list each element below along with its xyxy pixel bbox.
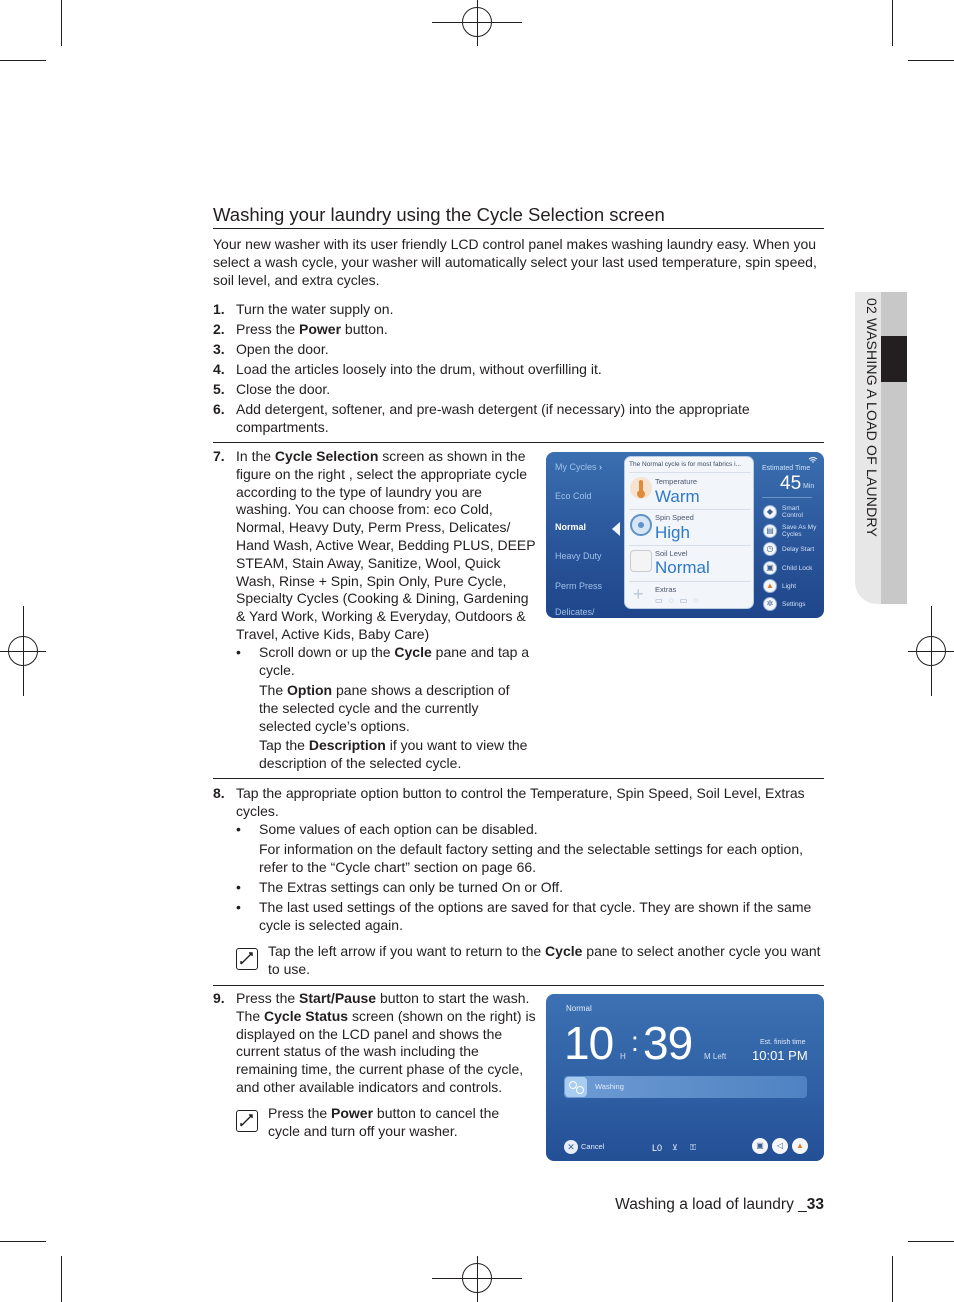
step-3: [213, 341, 824, 359]
key-icon: ⚿: [690, 1143, 697, 1152]
power-term: Power: [331, 1105, 374, 1121]
extras-label: Extras: [655, 585, 677, 594]
extras-icons[interactable]: ▭ ◌ ▭ ◌: [655, 596, 701, 605]
level-indicator: L0: [652, 1143, 663, 1153]
step-9: [213, 990, 543, 1100]
crop-mark: [0, 60, 46, 61]
lock-icon[interactable]: ▣: [752, 1138, 768, 1154]
step-text: [236, 990, 536, 1097]
option-divider: [629, 472, 751, 473]
note-text-part: Tap the: [259, 737, 309, 753]
bullet-text: The last used settings of the options are saved for that cycle. They are shown if the same cycle is selected again.: [259, 899, 812, 933]
bullet-dot: •: [236, 879, 241, 895]
option-pane-note: [259, 682, 514, 735]
step-text-part: button.: [341, 321, 388, 337]
light-icon[interactable]: ▲: [763, 579, 777, 593]
step-5: [213, 381, 824, 399]
option-term: Option: [287, 682, 333, 698]
note-text-part: The: [259, 682, 288, 698]
plus-icon: +: [633, 584, 644, 604]
bullet-text: [259, 644, 534, 680]
wifi-icon: [808, 456, 818, 464]
step-number: 8.: [213, 785, 225, 801]
description-term: Description: [308, 737, 386, 753]
cycle-chart-note: [259, 841, 824, 877]
cycle-chart-link[interactable]: Cycle chart: [335, 858, 406, 875]
step-number: 2.: [213, 321, 225, 337]
crop-mark: [908, 60, 954, 61]
step-number: 3.: [213, 341, 225, 357]
note-icon: [236, 1110, 258, 1132]
step-text: Close the door.: [236, 381, 331, 397]
divider: [762, 497, 812, 498]
child-lock-button[interactable]: Child Lock: [782, 565, 813, 572]
note-text-part: Press the: [268, 1105, 332, 1121]
step-8-bullet-1: [236, 821, 824, 839]
note-text: [268, 943, 824, 979]
registration-mark: [462, 1263, 492, 1293]
selection-pointer: [612, 522, 620, 536]
washing-phase-icon: [565, 1077, 587, 1097]
bullet-dot: •: [236, 644, 241, 660]
step-text: Open the door.: [236, 341, 329, 357]
hours-remaining: 10: [564, 1017, 614, 1069]
note-text-part: Tap the left arrow if you want to return to the: [268, 943, 546, 959]
save-icon[interactable]: ▤: [763, 524, 777, 538]
divider: [213, 442, 824, 443]
cycle-item-eco-cold[interactable]: Eco Cold: [555, 491, 592, 501]
step-4: [213, 361, 824, 379]
minutes-unit: M Left: [704, 1052, 727, 1061]
note-icon: [236, 948, 258, 970]
note-text-part: pane shows a description of the selected cycle and the currently selected cycle’s options.: [259, 682, 510, 734]
registration-mark: [916, 636, 946, 666]
option-divider: [629, 509, 751, 510]
cycle-item-normal[interactable]: Normal: [555, 522, 587, 532]
step-7: [213, 448, 543, 642]
crop-mark: [908, 1241, 954, 1242]
temperature-button[interactable]: Warm: [655, 487, 700, 506]
cancel-button[interactable]: Cancel: [581, 1142, 605, 1151]
note-text-part: For information on the default factory setting and the selectable settings for each option, refer to the “: [259, 841, 803, 875]
temperature-label: Temperature: [655, 477, 698, 486]
crop-mark: [61, 0, 62, 46]
gear-icon[interactable]: ✲: [763, 597, 777, 611]
step-text-part: Press the: [236, 990, 300, 1006]
phase-label: Washing: [595, 1082, 624, 1091]
step-text: Load the articles loosely into the drum, without overfilling it.: [236, 361, 602, 377]
divider: [213, 985, 824, 986]
note-text-part: ” section on page: [405, 858, 517, 875]
step-6: [213, 401, 824, 439]
step-8-bullet-2: [236, 879, 824, 897]
sound-icon[interactable]: ◁: [772, 1138, 788, 1154]
step-8-bullet-3: [236, 899, 824, 937]
spin-speed-button[interactable]: High: [655, 523, 690, 542]
settings-button[interactable]: Settings: [782, 601, 806, 608]
cycle-label: My Cycles: [555, 462, 597, 472]
step-number: 5.: [213, 381, 225, 397]
option-pane: [624, 456, 754, 609]
light-icon[interactable]: ▲: [792, 1138, 808, 1154]
step-text: [236, 448, 536, 644]
side-tab-marker: [881, 336, 907, 382]
cycle-item-heavy-duty[interactable]: Heavy Duty: [555, 551, 602, 561]
power-term: Power: [299, 321, 342, 337]
footer-text: Washing a load of laundry _: [615, 1196, 807, 1213]
bullet-dot: •: [236, 821, 241, 837]
bullet-text: The Extras settings can only be turned On or Off.: [259, 879, 564, 895]
section-title: Washing your laundry using the Cycle Selection screen: [213, 204, 824, 229]
finish-time-value: 10:01 PM: [752, 1048, 808, 1063]
clock-icon[interactable]: ◷: [763, 542, 777, 556]
cycle-status-screen: [546, 994, 824, 1161]
step-text: Turn the water supply on.: [236, 301, 394, 317]
step-text-part: screen (shown on the right) is displayed on the LCD panel and shows the current status of the wash including the remaining time, the current phase of the cycle, and other available indicators and controls.: [236, 1007, 536, 1095]
step-2: [213, 321, 824, 339]
crop-mark: [61, 1256, 62, 1302]
page-footer: [560, 1196, 824, 1214]
option-divider: [629, 545, 751, 546]
step-text: Add detergent, softener, and pre-wash detergent (if necessary) into the appropriate compartments.: [236, 401, 750, 435]
step-1: [213, 301, 824, 319]
spin-speed-label: Spin Speed: [655, 513, 694, 522]
light-button[interactable]: Light: [782, 583, 797, 590]
step-text-part: Press the: [236, 321, 300, 337]
step-number: 6.: [213, 401, 225, 417]
bullet-dot: •: [236, 899, 241, 915]
spin-icon: [630, 514, 652, 536]
registration-mark: [462, 7, 492, 37]
cycle-item-delicates[interactable]: Delicates/: [555, 607, 595, 617]
estimated-time-label: Estimated Time: [762, 465, 811, 472]
cycle-status-term: Cycle Status: [264, 1007, 349, 1024]
side-tab-label: 02 WASHING A LOAD OF LAUNDRY: [864, 298, 880, 537]
step-text: Tap the appropriate option button to control the Temperature, Spin Speed, Soil Level, Extras cycles.: [236, 785, 805, 819]
bullet-text-part: Scroll down or up the: [259, 644, 395, 660]
lock-icon[interactable]: ▣: [763, 561, 777, 575]
step-text-part: In the: [236, 448, 275, 464]
soil-level-label: Soil Level: [655, 549, 688, 558]
chevron-right-icon: ›: [599, 462, 603, 472]
step-number: 1.: [213, 301, 225, 317]
step-number: 4.: [213, 361, 225, 377]
cycle-term: Cycle: [394, 644, 432, 660]
divider: [213, 778, 824, 779]
shirt-icon: [630, 550, 652, 572]
registration-mark: [8, 636, 38, 666]
save-as-my-cycles-button[interactable]: Save As My Cycles: [782, 524, 817, 538]
page-link[interactable]: 66: [516, 858, 533, 875]
cycle-selection-term: Cycle Selection: [274, 448, 379, 464]
intro-paragraph: Your new washer with its user friendly LCD control panel makes washing laundry easy. When you select a wash cycle, your washer will automatically select your last used temperature, spin speed, soil level, and extra cycles.: [213, 236, 817, 288]
power-note: [268, 1105, 518, 1141]
step-number: 9.: [213, 990, 225, 1006]
note-text-part: if you want to view the description of the selected cycle.: [259, 737, 528, 771]
start-pause-term: Start/Pause: [299, 990, 377, 1006]
smart-control-icon[interactable]: ◆: [763, 505, 777, 519]
cycle-item-my-cycles[interactable]: [555, 462, 602, 472]
crop-mark: [892, 0, 893, 46]
cycle-term: Cycle: [545, 943, 583, 959]
option-divider: [629, 581, 751, 582]
bullet-text-part: pane and tap a cycle.: [259, 644, 530, 678]
current-cycle-label: Normal: [566, 1004, 592, 1013]
step-number: 7.: [213, 448, 225, 464]
detergent-icon: ⊻: [672, 1143, 678, 1152]
page-number: 33: [806, 1196, 824, 1213]
delay-start-button[interactable]: Delay Start: [782, 546, 815, 553]
minutes-remaining: 39: [643, 1017, 693, 1069]
step-text-part: screen as shown in the figure on the right , select the appropriate cycle according to the type of laundry you are washing. You can choose from: eco Cold, Normal, Heavy Duty, Perm Press, Delicates/ Hand Wash, Active Wear, Bedding PLUS, DEEP STEAM, Stain Away, Sanitize, Wool, Quick Wash, Rinse + Spin, Spin Only, Pure Cycle, Specialty Cycles (Cooking & Dining, Gardening & Yard Work, Working & Everyday, Outdoors & Travel, Active Kids, Baby Care): [236, 448, 536, 642]
finish-time-label: Est. finish time: [760, 1039, 806, 1046]
note-text-part: pane to select another cycle you want to use.: [268, 943, 821, 977]
thermometer-icon: [630, 477, 652, 499]
cycle-selection-screen: [546, 452, 824, 618]
crop-mark: [0, 1241, 46, 1242]
soil-level-button[interactable]: Normal: [655, 558, 710, 577]
smart-control-button[interactable]: Smart Control: [782, 505, 803, 519]
cycle-item-perm-press[interactable]: Perm Press: [555, 581, 603, 591]
note-text-part: button to cancel the cycle and turn off your washer.: [268, 1105, 500, 1139]
crop-mark: [892, 1256, 893, 1302]
step-text-part: button to start the wash. The: [236, 990, 530, 1024]
cycle-description[interactable]: The Normal cycle is for most fabrics i...: [629, 461, 741, 468]
note-text-part: .: [532, 858, 537, 875]
close-icon[interactable]: ✕: [564, 1140, 578, 1154]
step-text: [236, 321, 388, 339]
estimated-time-value: 45: [780, 473, 802, 494]
estimated-time-unit: Min: [803, 483, 815, 490]
time-separator: :: [631, 1026, 639, 1057]
bullet-text: Some values of each option can be disabled.: [259, 821, 538, 837]
hours-unit: H: [620, 1052, 626, 1061]
description-note: [259, 737, 539, 773]
step-8: [213, 785, 824, 823]
